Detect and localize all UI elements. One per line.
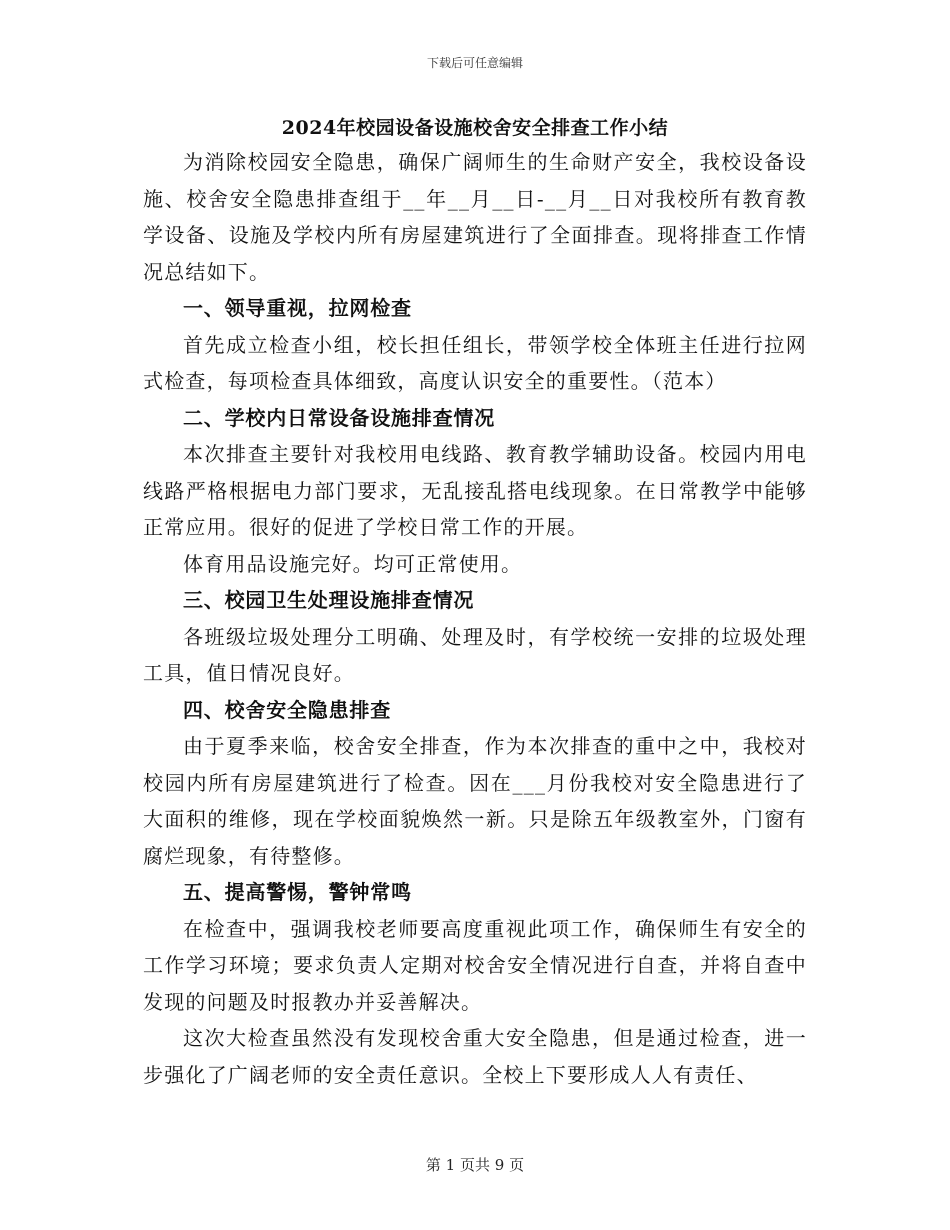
paragraph-section-1: 首先成立检查小组，校长担任组长，带领学校全体班主任进行拉网式检查，每项检查具体细致，高度认识安全的重要性。（范本） <box>143 332 807 393</box>
section-heading-3: 三、校园卫生处理设施排查情况 <box>183 588 475 612</box>
section-heading-4: 四、校舍安全隐患排查 <box>183 697 391 722</box>
section-heading-5: 五、提高警惕，警钟常鸣 <box>183 880 412 904</box>
paragraph-intro: 为消除校园安全隐患，确保广阔师生的生命财产安全，我校设备设施、校舍安全隐患排查组于__年__月__日-__月__日对我校所有教育教学设备、设施及学校内所有房屋建筑进行了全面排查。现将排查工作情况总结如下。 <box>143 150 807 284</box>
page-number: 第 1 页共 9 页 <box>425 1156 525 1174</box>
paragraph-section-3: 各班级垃圾处理分工明确、处理及时，有学校统一安排的垃圾处理工具，值日情况良好。 <box>143 624 807 685</box>
document-title: 2024年校园设备设施校舍安全排查工作小结 <box>281 117 669 139</box>
paragraph-section-5a: 在检查中，强调我校老师要高度重视此项工作，确保师生有安全的工作学习环境；要求负责人定期对校舍安全情况进行自查，并将自查中发现的问题及时报教办并妥善解决。 <box>143 916 807 1014</box>
paragraph-section-2b: 体育用品设施完好。均可正常使用。 <box>183 551 523 576</box>
section-heading-2: 二、学校内日常设备设施排查情况 <box>183 405 495 430</box>
paragraph-section-5b: 这次大检查虽然没有发现校舍重大安全隐患，但是通过检查，进一步强化了广阔老师的安全责任意识。全校上下要形成人人有责任、 <box>143 1026 807 1087</box>
section-heading-1: 一、领导重视，拉网检查 <box>183 296 412 320</box>
document-body <box>143 112 807 1093</box>
header-note: 下载后可任意编辑 <box>426 56 523 70</box>
paragraph-section-4: 由于夏季来临，校舍安全排查，作为本次排查的重中之中，我校对校园内所有房屋建筑进行了检查。因在___月份我校对安全隐患进行了大面积的维修，现在学校面貌焕然一新。只是除五年级教室外，门窗有腐烂现象，有待整修。 <box>143 734 807 868</box>
paragraph-section-2a: 本次排查主要针对我校用电线路、教育教学辅助设备。校园内用电线路严格根据电力部门要求，无乱接乱搭电线现象。在日常教学中能够正常应用。很好的促进了学校日常工作的开展。 <box>143 442 807 539</box>
